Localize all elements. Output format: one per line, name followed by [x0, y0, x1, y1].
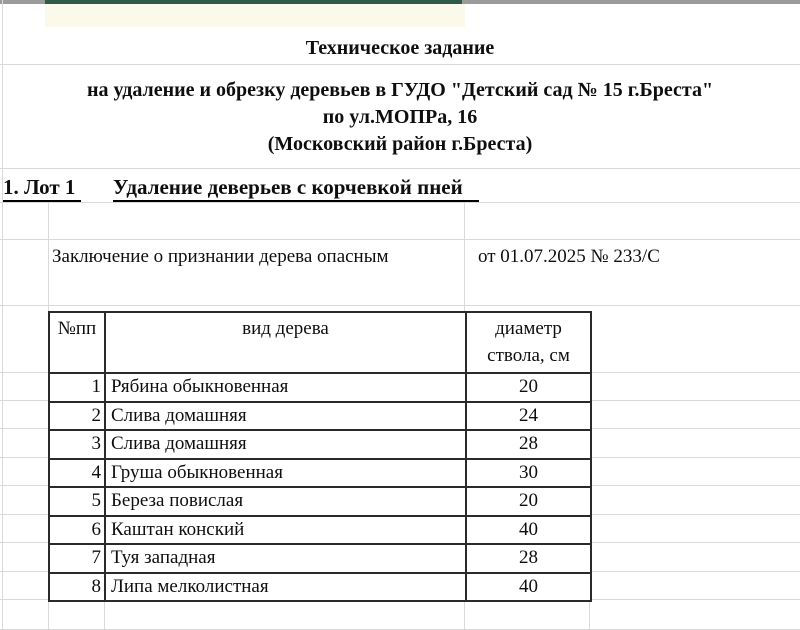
- gridline-v: [48, 202, 49, 312]
- edge-strip-right: [462, 0, 800, 4]
- table-row: [49, 402, 591, 431]
- cell-conclusion-label[interactable]: Заключение о признании дерева опасным: [52, 246, 389, 267]
- cell-species[interactable]: Туя западная: [105, 544, 466, 573]
- cell-conclusion-value[interactable]: от 01.07.2025 № 233/С: [478, 246, 660, 267]
- gridline-h: [0, 305, 800, 306]
- cell-species[interactable]: Липа мелколистная: [105, 573, 466, 602]
- cell-diameter[interactable]: 30: [466, 459, 591, 488]
- gridline-v: [589, 602, 590, 630]
- gridline-v: [104, 602, 105, 630]
- gridline-v: [48, 602, 49, 630]
- table-row: [49, 459, 591, 488]
- cell-species[interactable]: Груша обыкновенная: [105, 459, 466, 488]
- table-header-row: [49, 312, 591, 373]
- cell-row-num[interactable]: 3: [49, 430, 105, 459]
- cell-diameter[interactable]: 28: [466, 430, 591, 459]
- cell-species[interactable]: Каштан конский: [105, 516, 466, 545]
- subtitle-line-1: на удаление и обрезку деревьев в ГУДО "Детский сад № 15 г.Бреста": [86, 79, 714, 101]
- cell-diameter[interactable]: 20: [466, 373, 591, 402]
- gridline-h: [0, 239, 800, 240]
- cell-species[interactable]: Слива домашняя: [105, 402, 466, 431]
- cell-diameter[interactable]: 20: [466, 487, 591, 516]
- table-row: [49, 430, 591, 459]
- selection-highlight-band: [45, 4, 465, 27]
- cell-lot-number[interactable]: 1. Лот 1: [3, 176, 81, 202]
- cell-lot-title[interactable]: Удаление деверьев с корчевкой пней: [113, 176, 479, 202]
- cell-species[interactable]: Слива домашняя: [105, 430, 466, 459]
- table-row: [49, 544, 591, 573]
- cell-diameter[interactable]: 28: [466, 544, 591, 573]
- cell-document-title[interactable]: Техническое задание: [305, 37, 495, 59]
- edge-strip-left: [0, 0, 45, 4]
- header-num[interactable]: №пп: [49, 312, 105, 373]
- cell-row-num[interactable]: 2: [49, 402, 105, 431]
- cell-document-subtitle[interactable]: [0, 77, 800, 158]
- cell-species[interactable]: Рябина обыкновенная: [105, 373, 466, 402]
- trees-table: [48, 311, 592, 602]
- header-species[interactable]: вид дерева: [105, 312, 466, 373]
- cell-row-num[interactable]: 7: [49, 544, 105, 573]
- header-diameter[interactable]: [466, 312, 591, 373]
- cell-row-num[interactable]: 5: [49, 487, 105, 516]
- table-row: [49, 573, 591, 602]
- table-row: [49, 373, 591, 402]
- table-row: [49, 516, 591, 545]
- header-diameter-line1: диаметр: [495, 318, 562, 339]
- table-row: [49, 487, 591, 516]
- cell-row-num[interactable]: 8: [49, 573, 105, 602]
- subtitle-line-3: (Московский район г.Бреста): [267, 133, 533, 155]
- cell-species[interactable]: Береза повислая: [105, 487, 466, 516]
- cell-diameter[interactable]: 24: [466, 402, 591, 431]
- gridline-h: [0, 168, 800, 169]
- cell-diameter[interactable]: 40: [466, 516, 591, 545]
- cell-row-num[interactable]: 4: [49, 459, 105, 488]
- subtitle-line-2: по ул.МОПРа, 16: [322, 106, 478, 128]
- cell-row-num[interactable]: 1: [49, 373, 105, 402]
- gridline-v: [464, 202, 465, 312]
- gridline-h: [0, 202, 800, 203]
- cell-diameter[interactable]: 40: [466, 573, 591, 602]
- gridline-v: [464, 602, 465, 630]
- gridline-h: [0, 64, 800, 65]
- cell-row-num[interactable]: 6: [49, 516, 105, 545]
- header-diameter-line2: ствола, см: [487, 345, 570, 366]
